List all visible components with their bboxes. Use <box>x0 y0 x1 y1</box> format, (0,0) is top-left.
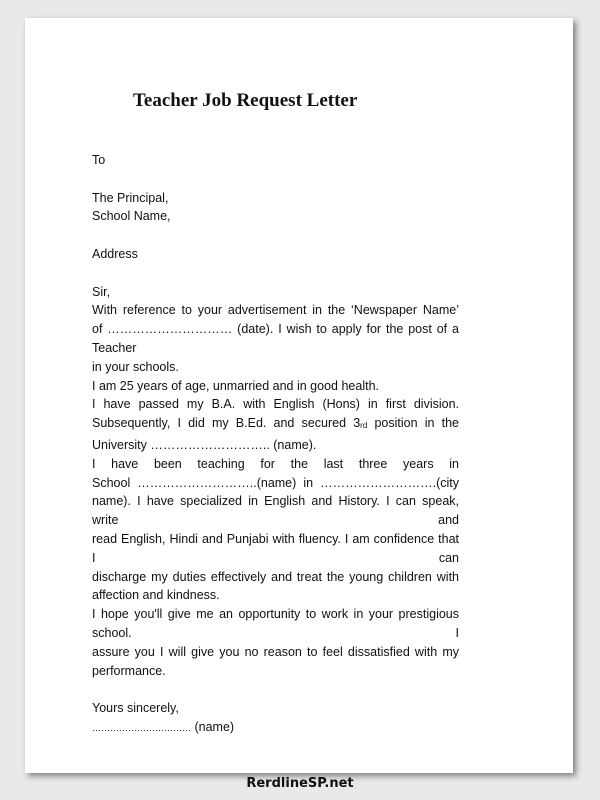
paragraph-text: Subsequently, I did my B.Ed. and secured 3 <box>92 416 361 431</box>
spacer <box>92 680 459 699</box>
to-line: To <box>92 153 106 167</box>
paragraph-line: in your schools. <box>92 359 179 374</box>
letter-page <box>25 18 573 773</box>
paragraph-line: assure you I will give you no reason to feel dissatisfied with my <box>92 644 459 659</box>
spacer <box>92 264 459 283</box>
letter-title: Teacher Job Request Letter <box>133 90 358 111</box>
salutation: Sir, <box>92 284 111 299</box>
paragraph-line: I am 25 years of age, unmarried and in good health. <box>92 378 379 393</box>
paragraph-line: School ………………………..(name) in ……………………….(city <box>92 475 459 490</box>
site-watermark: RerdlineSP.net <box>246 776 354 791</box>
paragraph-line: University ……………………….. (name). <box>92 437 317 452</box>
recipient-school: School Name, <box>92 209 171 224</box>
recipient-title: The Principal, <box>92 190 169 205</box>
spacer <box>92 170 459 189</box>
paragraph-line <box>92 414 459 436</box>
signature-name: (name) <box>194 719 235 734</box>
paragraph-line: I have been teaching for the last three years in <box>92 456 459 471</box>
signature-dots: …………………………… <box>92 722 191 733</box>
paragraph-line: of ………………………… (date). I wish to apply for the post of a Teacher <box>92 322 459 355</box>
closing: Yours sincerely, <box>92 701 179 716</box>
ordinal-suffix: rd <box>360 421 368 431</box>
recipient-address: Address <box>92 246 138 261</box>
paragraph-line: I hope you'll give me an opportunity to work in your prestigious school. I <box>92 607 459 640</box>
paragraph-line: affection and kindness. <box>92 588 220 603</box>
spacer <box>92 226 459 245</box>
paragraph-line: performance. <box>92 663 166 678</box>
paragraph-line: read English, Hindi and Punjabi with fluency. I am confidence that I can <box>92 531 459 565</box>
paragraph-text: position in the <box>374 416 459 431</box>
paragraph-line: name). I have specialized in English and History. I can speak, write and <box>92 494 459 528</box>
letter-body <box>92 151 459 738</box>
paragraph-line: discharge my duties effectively and treat the young children with <box>92 569 459 584</box>
paragraph-line: I have passed my B.A. with English (Hons) in first division. <box>92 397 459 412</box>
signature-line <box>92 718 459 738</box>
paragraph-line: With reference to your advertisement in the ‘Newspaper Name’ <box>92 303 459 318</box>
